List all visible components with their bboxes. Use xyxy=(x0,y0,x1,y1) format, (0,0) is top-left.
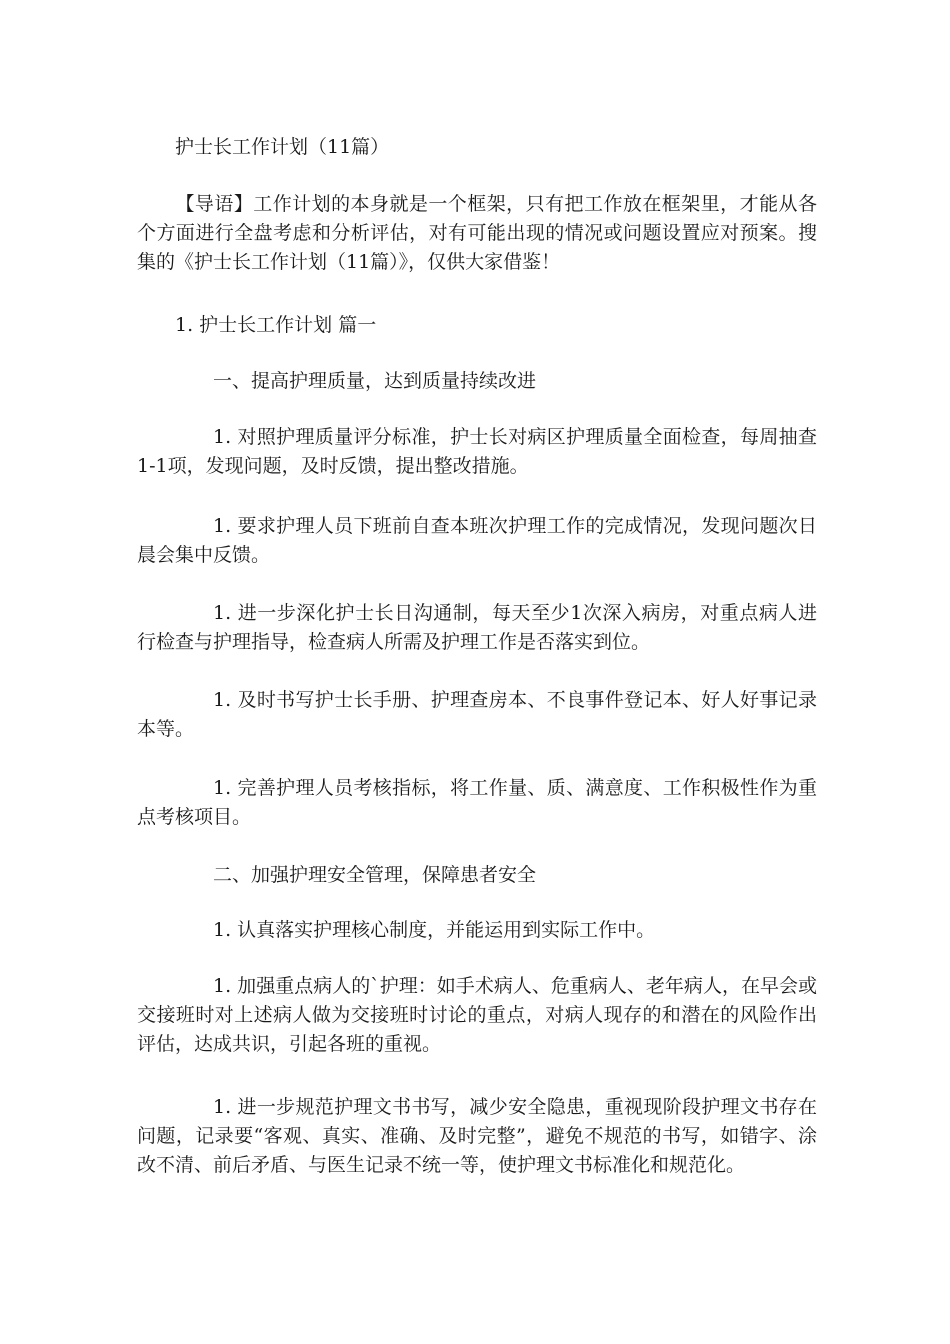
part2-heading: 二、加强护理安全管理，保障患者安全 xyxy=(213,864,537,886)
document-title: 护士长工作计划（11篇） xyxy=(175,136,390,158)
list-item-text: 1. 进一步规范护理文书书写，减少安全隐患，重视现阶段护理文书存在问题，记录要“客观、真实、准确、及时完整”，避免不规范的书写，如错字、涂改不清、前后矛盾、与医生记录不统一等，使护理文书标准化和规范化。 xyxy=(137,1096,817,1176)
list-item-text: 1. 要求护理人员下班前自查本班次护理工作的完成情况，发现问题次日晨会集中反馈。 xyxy=(137,515,817,566)
list-item xyxy=(137,599,817,657)
intro-text: 【导语】工作计划的本身就是一个框架，只有把工作放在框架里，才能从各个方面进行全盘考虑和分析评估，对有可能出现的情况或问题设置应对预案。搜集的《护士长工作计划（11篇）》，仅供大家借鉴！ xyxy=(137,193,817,273)
list-item-text: 1. 及时书写护士长手册、护理查房本、不良事件登记本、好人好事记录本等。 xyxy=(137,689,817,740)
list-item xyxy=(137,972,817,1059)
list-item xyxy=(137,916,817,945)
list-item xyxy=(137,423,817,481)
list-item-text: 1. 对照护理质量评分标准，护士长对病区护理质量全面检查，每周抽查1-1项，发现问题，及时反馈，提出整改措施。 xyxy=(137,426,817,477)
intro-paragraph xyxy=(137,190,817,277)
section-heading: 1. 护士长工作计划 篇一 xyxy=(175,314,377,336)
list-item-text: 1. 加强重点病人的`护理：如手术病人、危重病人、老年病人，在早会或交接班时对上述病人做为交接班时讨论的重点，对病人现存的和潜在的风险作出评估，达成共识，引起各班的重视。 xyxy=(137,975,817,1055)
list-item-text: 1. 认真落实护理核心制度，并能运用到实际工作中。 xyxy=(213,919,656,941)
list-item xyxy=(137,686,817,744)
list-item-text: 1. 进一步深化护士长日沟通制，每天至少1次深入病房，对重点病人进行检查与护理指导，检查病人所需及护理工作是否落实到位。 xyxy=(137,602,817,653)
part1-heading: 一、提高护理质量，达到质量持续改进 xyxy=(213,370,537,392)
list-item xyxy=(137,512,817,570)
list-item-text: 1. 完善护理人员考核指标，将工作量、质、满意度、工作积极性作为重点考核项目。 xyxy=(137,777,817,828)
list-item xyxy=(137,1093,817,1180)
list-item xyxy=(137,774,817,832)
